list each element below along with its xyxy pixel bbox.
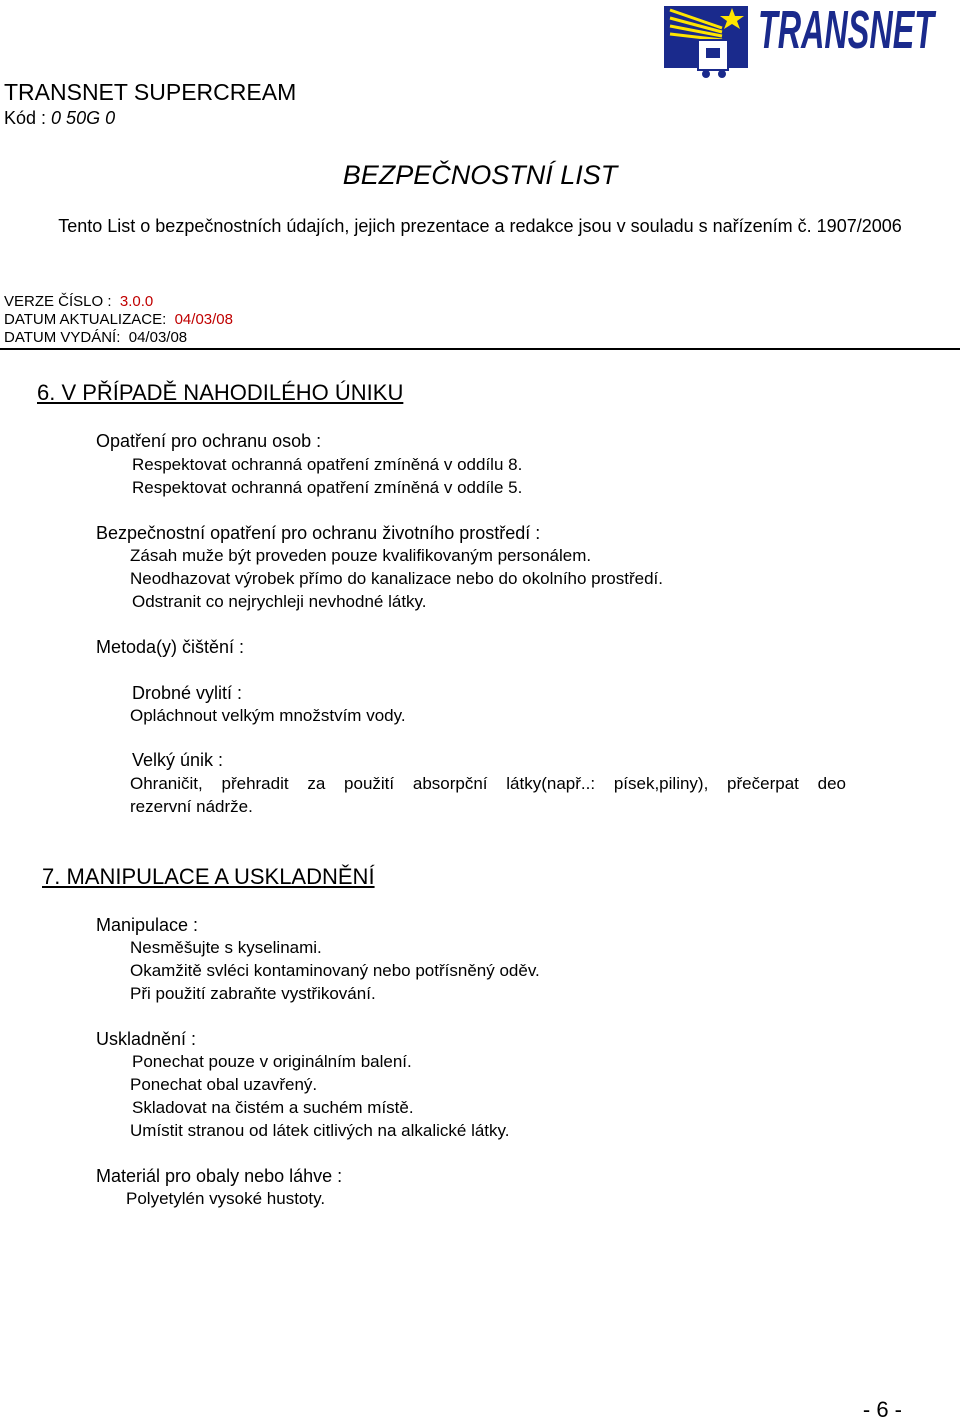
env-line: Odstranit co nejrychleji nevhodné látky.: [132, 592, 427, 611]
header-divider: [0, 348, 960, 350]
small-spill-text: Opláchnout velkým množstvím vody.: [130, 706, 406, 725]
transnet-logo: [662, 0, 940, 82]
page-number: - 6 -: [862, 1397, 902, 1422]
packaging-text: Polyetylén vysoké hustoty.: [126, 1189, 326, 1208]
handling-line: Okamžitě svléci kontaminovaný nebo potřísněný oděv.: [130, 961, 540, 980]
handling-line: Při použití zabraňte vystřikování.: [130, 984, 376, 1003]
version-value: 3.0.0: [119, 293, 154, 310]
large-spill-text-cont: rezervní nádrže.: [130, 797, 253, 816]
env-protection-label: Bezpečnostní opatření pro ochranu životního prostředí :: [96, 523, 541, 543]
logo-wordmark: TRANSNET: [758, 0, 937, 60]
packaging-label: Materiál pro obaly nebo láhve :: [96, 1166, 343, 1186]
storage-label: Uskladnění :: [96, 1029, 197, 1049]
cleaning-methods-label: Metoda(y) čištění :: [96, 637, 245, 657]
code-label: Kód :: [4, 108, 47, 128]
personal-line: Respektovat ochranná opatření zmíněná v oddílu 8.: [132, 455, 523, 474]
section-7-heading: 7. MANIPULACE A USKLADNĚNÍ: [42, 864, 375, 889]
small-spill-label: Drobné vylití :: [132, 683, 243, 703]
storage-line: Skladovat na čistém a suchém místě.: [132, 1098, 414, 1117]
product-code: [4, 108, 115, 129]
version-row: [4, 293, 153, 310]
document-title: BEZPEČNOSTNÍ LIST: [342, 160, 618, 190]
update-row: [4, 311, 233, 328]
version-label: VERZE ČÍSLO :: [4, 293, 112, 310]
issue-label: DATUM VYDÁNÍ:: [4, 329, 121, 346]
storage-line: Ponechat pouze v originálním balení.: [132, 1052, 412, 1071]
code-value: 0 50G 0: [51, 108, 116, 128]
handling-line: Nesměšujte s kyselinami.: [130, 938, 322, 957]
update-value: 04/03/08: [174, 311, 233, 328]
large-spill-text: Ohraničit, přehradit za použití absorpční látky(např..: písek,piliny), přečerpat deo: [130, 774, 846, 793]
env-line: Neodhazovat výrobek přímo do kanalizace nebo do okolního prostředí.: [130, 569, 663, 588]
section-6-heading: 6. V PŘÍPADĚ NAHODILÉHO ÚNIKU: [37, 380, 404, 405]
personal-line: Respektovat ochranná opatření zmíněná v oddíle 5.: [132, 478, 523, 497]
update-label: DATUM AKTUALIZACE:: [4, 311, 167, 328]
regulation-line: Tento List o bezpečnostních údajích, jejich prezentace a redakce jsou v souladu s nařízením č. 1907/2006: [58, 216, 902, 236]
personal-protection-label: Opatření pro ochranu osob :: [96, 431, 322, 451]
issue-value: 04/03/08: [128, 329, 188, 346]
storage-line: Umístit stranou od látek citlivých na alkalické látky.: [130, 1121, 510, 1140]
env-line: Zásah muže být proveden pouze kvalifikovaným personálem.: [130, 546, 592, 565]
large-spill-label: Velký únik :: [132, 750, 224, 770]
issue-row: [4, 329, 187, 346]
handling-label: Manipulace :: [96, 915, 199, 935]
product-name: TRANSNET SUPERCREAM: [4, 79, 297, 105]
storage-line: Ponechat obal uzavřený.: [130, 1075, 318, 1094]
